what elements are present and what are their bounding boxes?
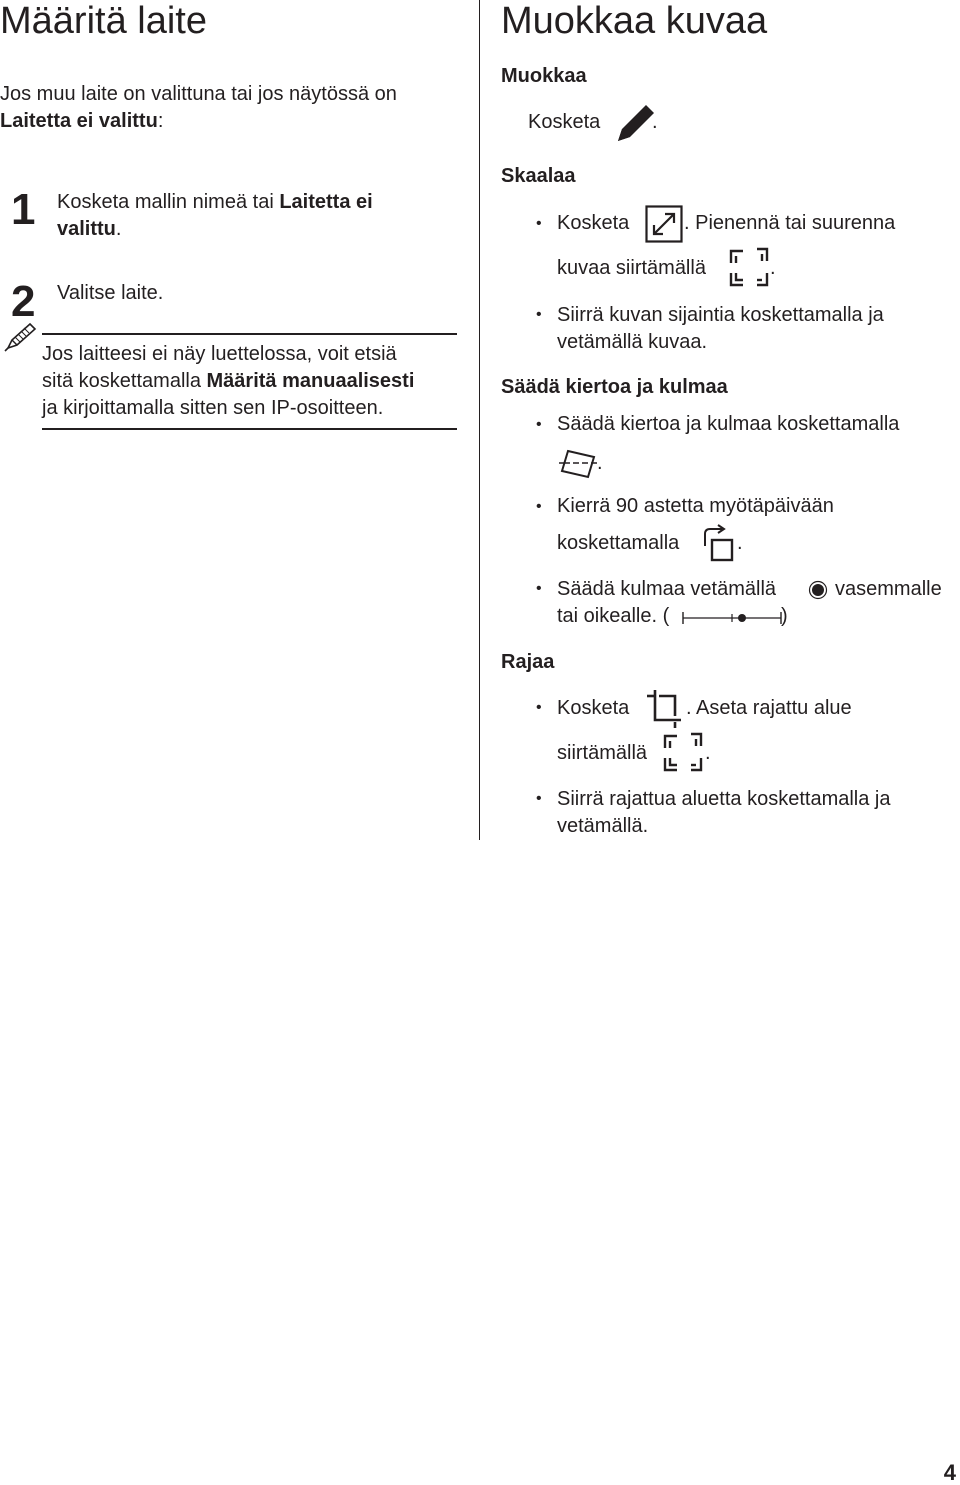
crop-b2-line-2: vetämällä. (557, 815, 649, 837)
note-line-2-bold: Määritä manuaalisesti (206, 370, 415, 392)
step-1-number: 1 (11, 185, 36, 234)
scale-b2-line-1: Siirrä kuvan sijaintia koskettamalla ja (557, 304, 884, 326)
tilt-frame-icon (558, 447, 598, 479)
scale-b1-start: Kosketa (557, 212, 630, 234)
step-1-text (57, 189, 457, 243)
note-line-1: Jos laitteesi ei näy luettelossa, voit etsiä (42, 343, 397, 365)
frame-corners-icon (663, 732, 705, 774)
edit-text: Kosketa (528, 111, 601, 133)
step-2-text: Valitse laite. (57, 282, 164, 304)
rotate-b3-start: Säädä kulmaa vetämällä (557, 578, 777, 600)
crop-icon (643, 688, 685, 730)
rotate-bullet-3: • (536, 580, 542, 597)
intro-line-1: Jos muu laite on valittuna tai jos näytössä on (0, 83, 397, 105)
rotate-bullet-1: • (536, 416, 542, 433)
scale-b2 (557, 302, 957, 356)
scale-heading: Skaalaa (501, 165, 576, 187)
intro-bold: Laitetta ei valittu (0, 110, 158, 132)
rotate-b1-line1: Säädä kiertoa ja kulmaa koskettamalla (557, 413, 900, 435)
frame-corners-icon (729, 247, 771, 289)
rotate-b2-end: . (737, 532, 743, 554)
rotate-b2-line1: Kierrä 90 astetta myötäpäivään (557, 495, 834, 517)
note-text (42, 341, 462, 422)
crop-bullet-2: • (536, 790, 542, 807)
step-1-lead: Kosketa mallin nimeä tai (57, 191, 280, 213)
intro-text (0, 81, 470, 135)
slider-knob-icon (808, 580, 828, 600)
crop-b1-line2: siirtämällä (557, 742, 648, 764)
scale-bullet-1: • (536, 215, 542, 232)
scale-icon (645, 205, 683, 243)
intro-end: : (157, 110, 164, 132)
rotate-heading: Säädä kiertoa ja kulmaa (501, 376, 728, 398)
scale-b1-mid: . Pienennä tai suurenna (684, 212, 896, 234)
note-bottom-rule (42, 428, 457, 430)
scale-b1-end: . (770, 257, 776, 279)
note-pencil-icon (4, 322, 38, 352)
edit-heading: Muokkaa (501, 65, 587, 87)
column-divider (479, 0, 480, 840)
step-2-number: 2 (11, 277, 36, 326)
page-number: 4 (943, 1460, 956, 1485)
rotate-bullet-2: • (536, 498, 542, 515)
step-1-bold-2: valittu (57, 218, 116, 240)
crop-b1-end: . (705, 742, 711, 764)
note-line-2-start: sitä koskettamalla (42, 370, 207, 392)
step-1-bold-1: Laitetta ei (279, 191, 373, 213)
rotate-90-icon (700, 524, 738, 562)
crop-b1-mid: . Aseta rajattu alue (686, 697, 852, 719)
rotate-b3-end: vasemmalle (835, 578, 942, 600)
rotate-b3-line2-end: ) (781, 605, 788, 627)
crop-heading: Rajaa (501, 651, 555, 673)
note-line-3: ja kirjoittamalla sitten sen IP-osoitteen. (42, 397, 384, 419)
scale-bullet-2: • (536, 306, 542, 323)
scale-b2-line-2: vetämällä kuvaa. (557, 331, 708, 353)
slider-icon (682, 608, 782, 628)
right-title: Muokkaa kuvaa (501, 0, 768, 42)
edit-end: . (652, 111, 658, 133)
crop-b2-line-1: Siirrä rajattua aluetta koskettamalla ja (557, 788, 891, 810)
rotate-b2-line2: koskettamalla (557, 532, 680, 554)
note-top-rule (42, 333, 457, 335)
rotate-b3-line2-start: tai oikealle. ( (557, 605, 670, 627)
intro-line-2 (0, 108, 470, 135)
crop-bullet-1: • (536, 699, 542, 716)
crop-b1-start: Kosketa (557, 697, 630, 719)
step-1-end: . (115, 218, 122, 240)
rotate-b1-end: . (597, 452, 603, 474)
scale-b1-line2: kuvaa siirtämällä (557, 257, 706, 279)
left-title: Määritä laite (0, 0, 207, 42)
crop-b2 (557, 786, 957, 840)
